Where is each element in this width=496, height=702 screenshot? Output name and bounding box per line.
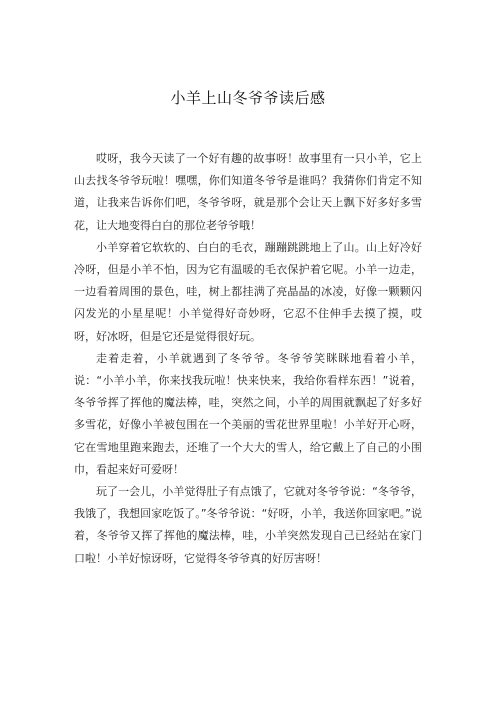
- paragraph-2: 小羊穿着它软软的、白白的毛衣，蹦蹦跳跳地上了山。山上好冷好冷呀，但是小羊不怕，因为它有温暖的毛衣保护着它呢。小羊一边走，一边看着周围的景色，哇，树上都挂满了亮晶晶的冰凌，好像一颗颗闪闪发光的小星星呢！小羊觉得好奇妙呀，它忍不住伸手去摸了摸，哎呀，好冰呀，但是它还是觉得很好玩。: [74, 240, 422, 343]
- paragraph-1: 哎呀，我今天读了一个好有趣的故事呀！故事里有一只小羊，它上山去找冬爷爷玩啦！嘿嘿，你们知道冬爷爷是谁吗？我猜你们肯定不知道，让我来告诉你们吧，冬爷爷呀，就是那个会让天上飘下好多好多雪花，让大地变得白白的那位老爷爷哦！: [74, 152, 422, 232]
- document-body: [74, 148, 422, 570]
- paragraph-3: 走着走着，小羊就遇到了冬爷爷。冬爷爷笑眯眯地看着小羊，说：“小羊小羊，你来找我玩啦！快来快来，我给你看样东西！”说着，冬爷爷挥了挥他的魔法棒，哇，突然之间，小羊的周围就飘起了好多好多雪花，好像小羊被包围在一个美丽的雪花世界里啦！小羊好开心呀，它在雪地里跑来跑去，还堆了一个大大的雪人，给它戴上了自己的小围巾，看起来好可爱呀！: [74, 351, 422, 476]
- document-title: 小羊上山冬爷爷读后感: [170, 89, 326, 107]
- paragraph-4: 玩了一会儿，小羊觉得肚子有点饿了，它就对冬爷爷说：“冬爷爷，我饿了，我想回家吃饭了。”冬爷爷说：“好呀，小羊，我送你回家吧。”说着，冬爷爷又挥了挥他的魔法棒，哇，小羊突然发现自己已经站在家门口啦！小羊好惊讶呀，它觉得冬爷爷真的好厉害呀！: [74, 485, 422, 565]
